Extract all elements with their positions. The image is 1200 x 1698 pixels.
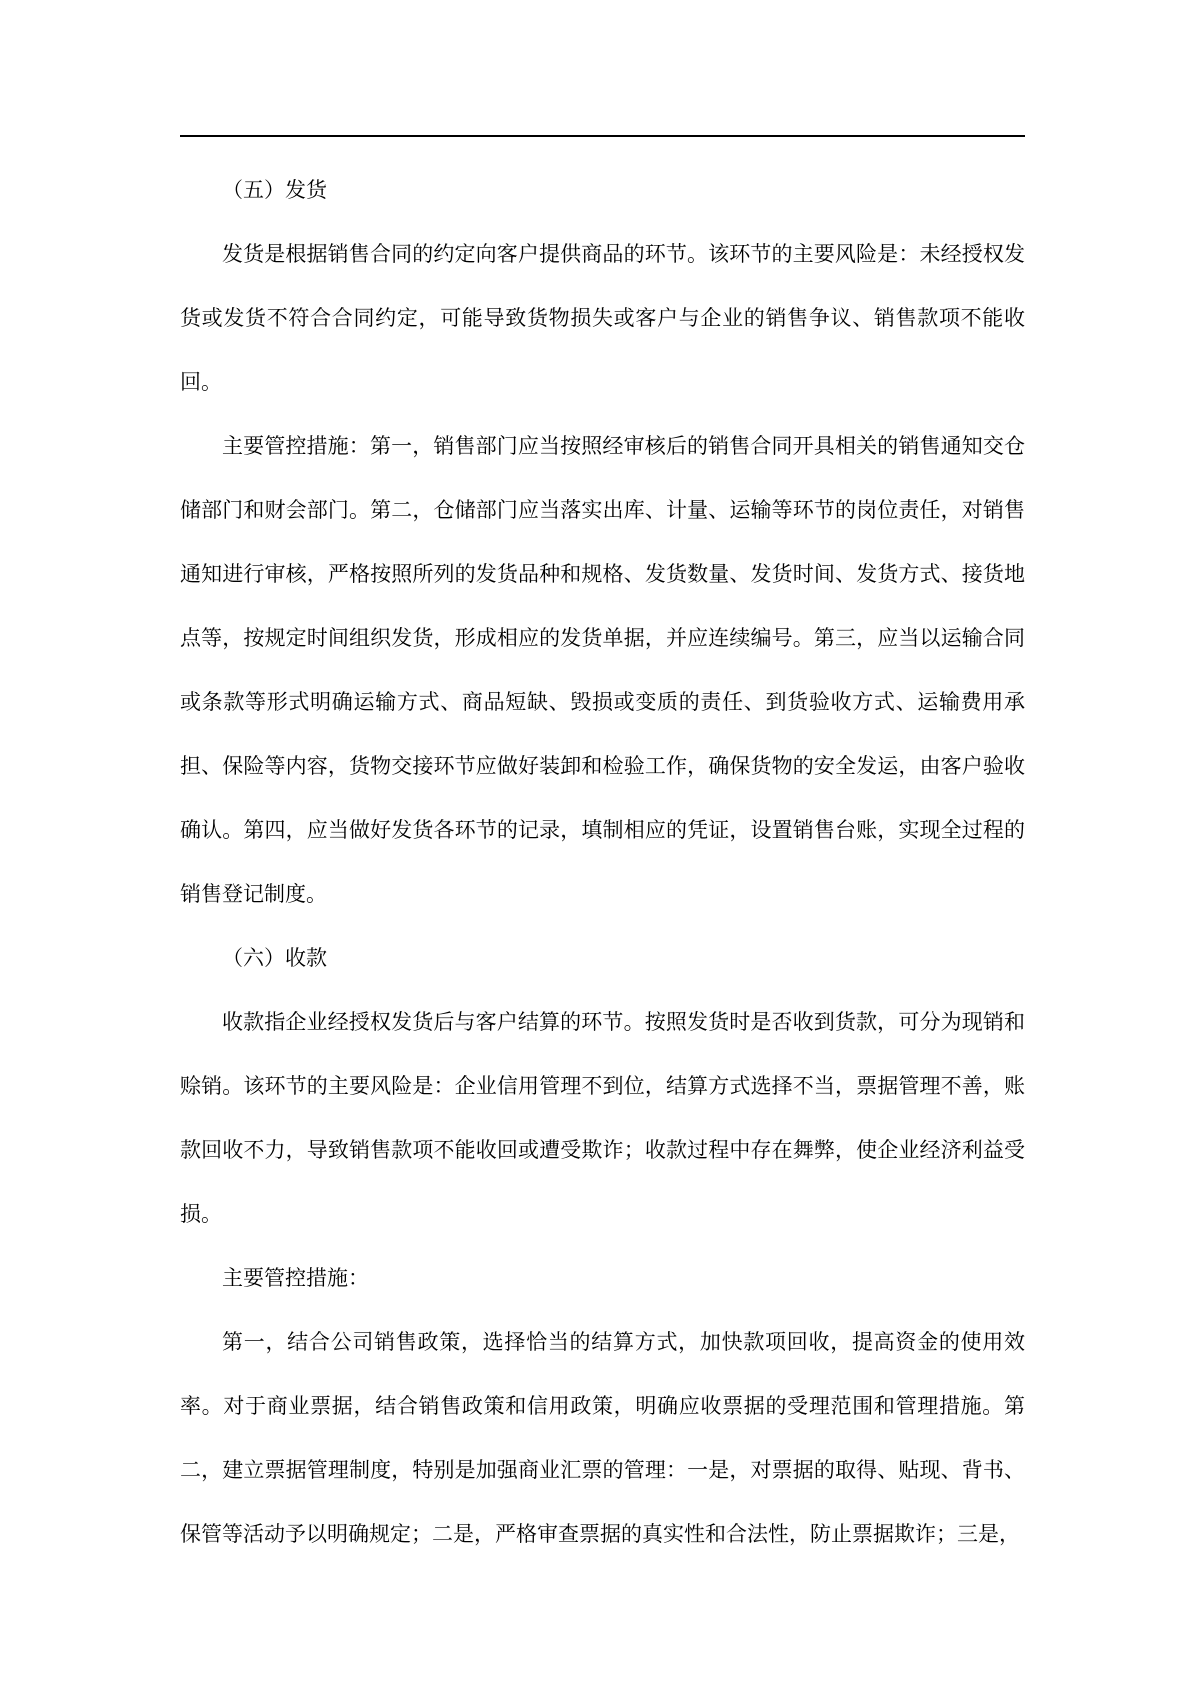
paragraph-collection-controls-label: 主要管控措施： — [222, 1266, 369, 1290]
paragraph-collection-risk: 收款指企业经授权发货后与客户结算的环节。按照发货时是否收到货款，可分为现销和赊销。该环节的主要风险是：企业信用管理不到位，结算方式选择不当，票据管理不善，账款回收不力，导致销售款项不能收回或遭受欺诈；收款过程中存在舞弊，使企业经济利益受损。 — [180, 1010, 1025, 1226]
paragraph-collection-controls: 第一，结合公司销售政策，选择恰当的结算方式，加快款项回收，提高资金的使用效率。对于商业票据，结合销售政策和信用政策，明确应收票据的受理范围和管理措施。第二，建立票据管理制度，特别是加强商业汇票的管理：一是，对票据的取得、贴现、背书、保管等活动予以明确规定；二是，严格审查票据的真实性和合法性，防止票据欺诈；三是， — [180, 1330, 1025, 1546]
paragraph-shipping-controls: 主要管控措施：第一，销售部门应当按照经审核后的销售合同开具相关的销售通知交仓储部门和财会部门。第二，仓储部门应当落实出库、计量、运输等环节的岗位责任，对销售通知进行审核，严格按照所列的发货品种和规格、发货数量、发货时间、发货方式、接货地点等，按规定时间组织发货，形成相应的发货单据，并应连续编号。第三，应当以运输合同或条款等形式明确运输方式、商品短缺、毁损或变质的责任、到货验收方式、运输费用承担、保险等内容，货物交接环节应做好装卸和检验工作，确保货物的安全发运，由客户验收确认。第四，应当做好发货各环节的记录，填制相应的凭证，设置销售台账，实现全过程的销售登记制度。 — [180, 434, 1025, 906]
section-heading-shipping: （五）发货 — [222, 178, 327, 202]
header-rule — [180, 135, 1025, 137]
paragraph-shipping-risk: 发货是根据销售合同的约定向客户提供商品的环节。该环节的主要风险是：未经授权发货或发货不符合合同约定，可能导致货物损失或客户与企业的销售争议、销售款项不能收回。 — [180, 242, 1025, 394]
section-heading-collection: （六）收款 — [222, 946, 327, 970]
document-body — [180, 158, 1025, 1566]
